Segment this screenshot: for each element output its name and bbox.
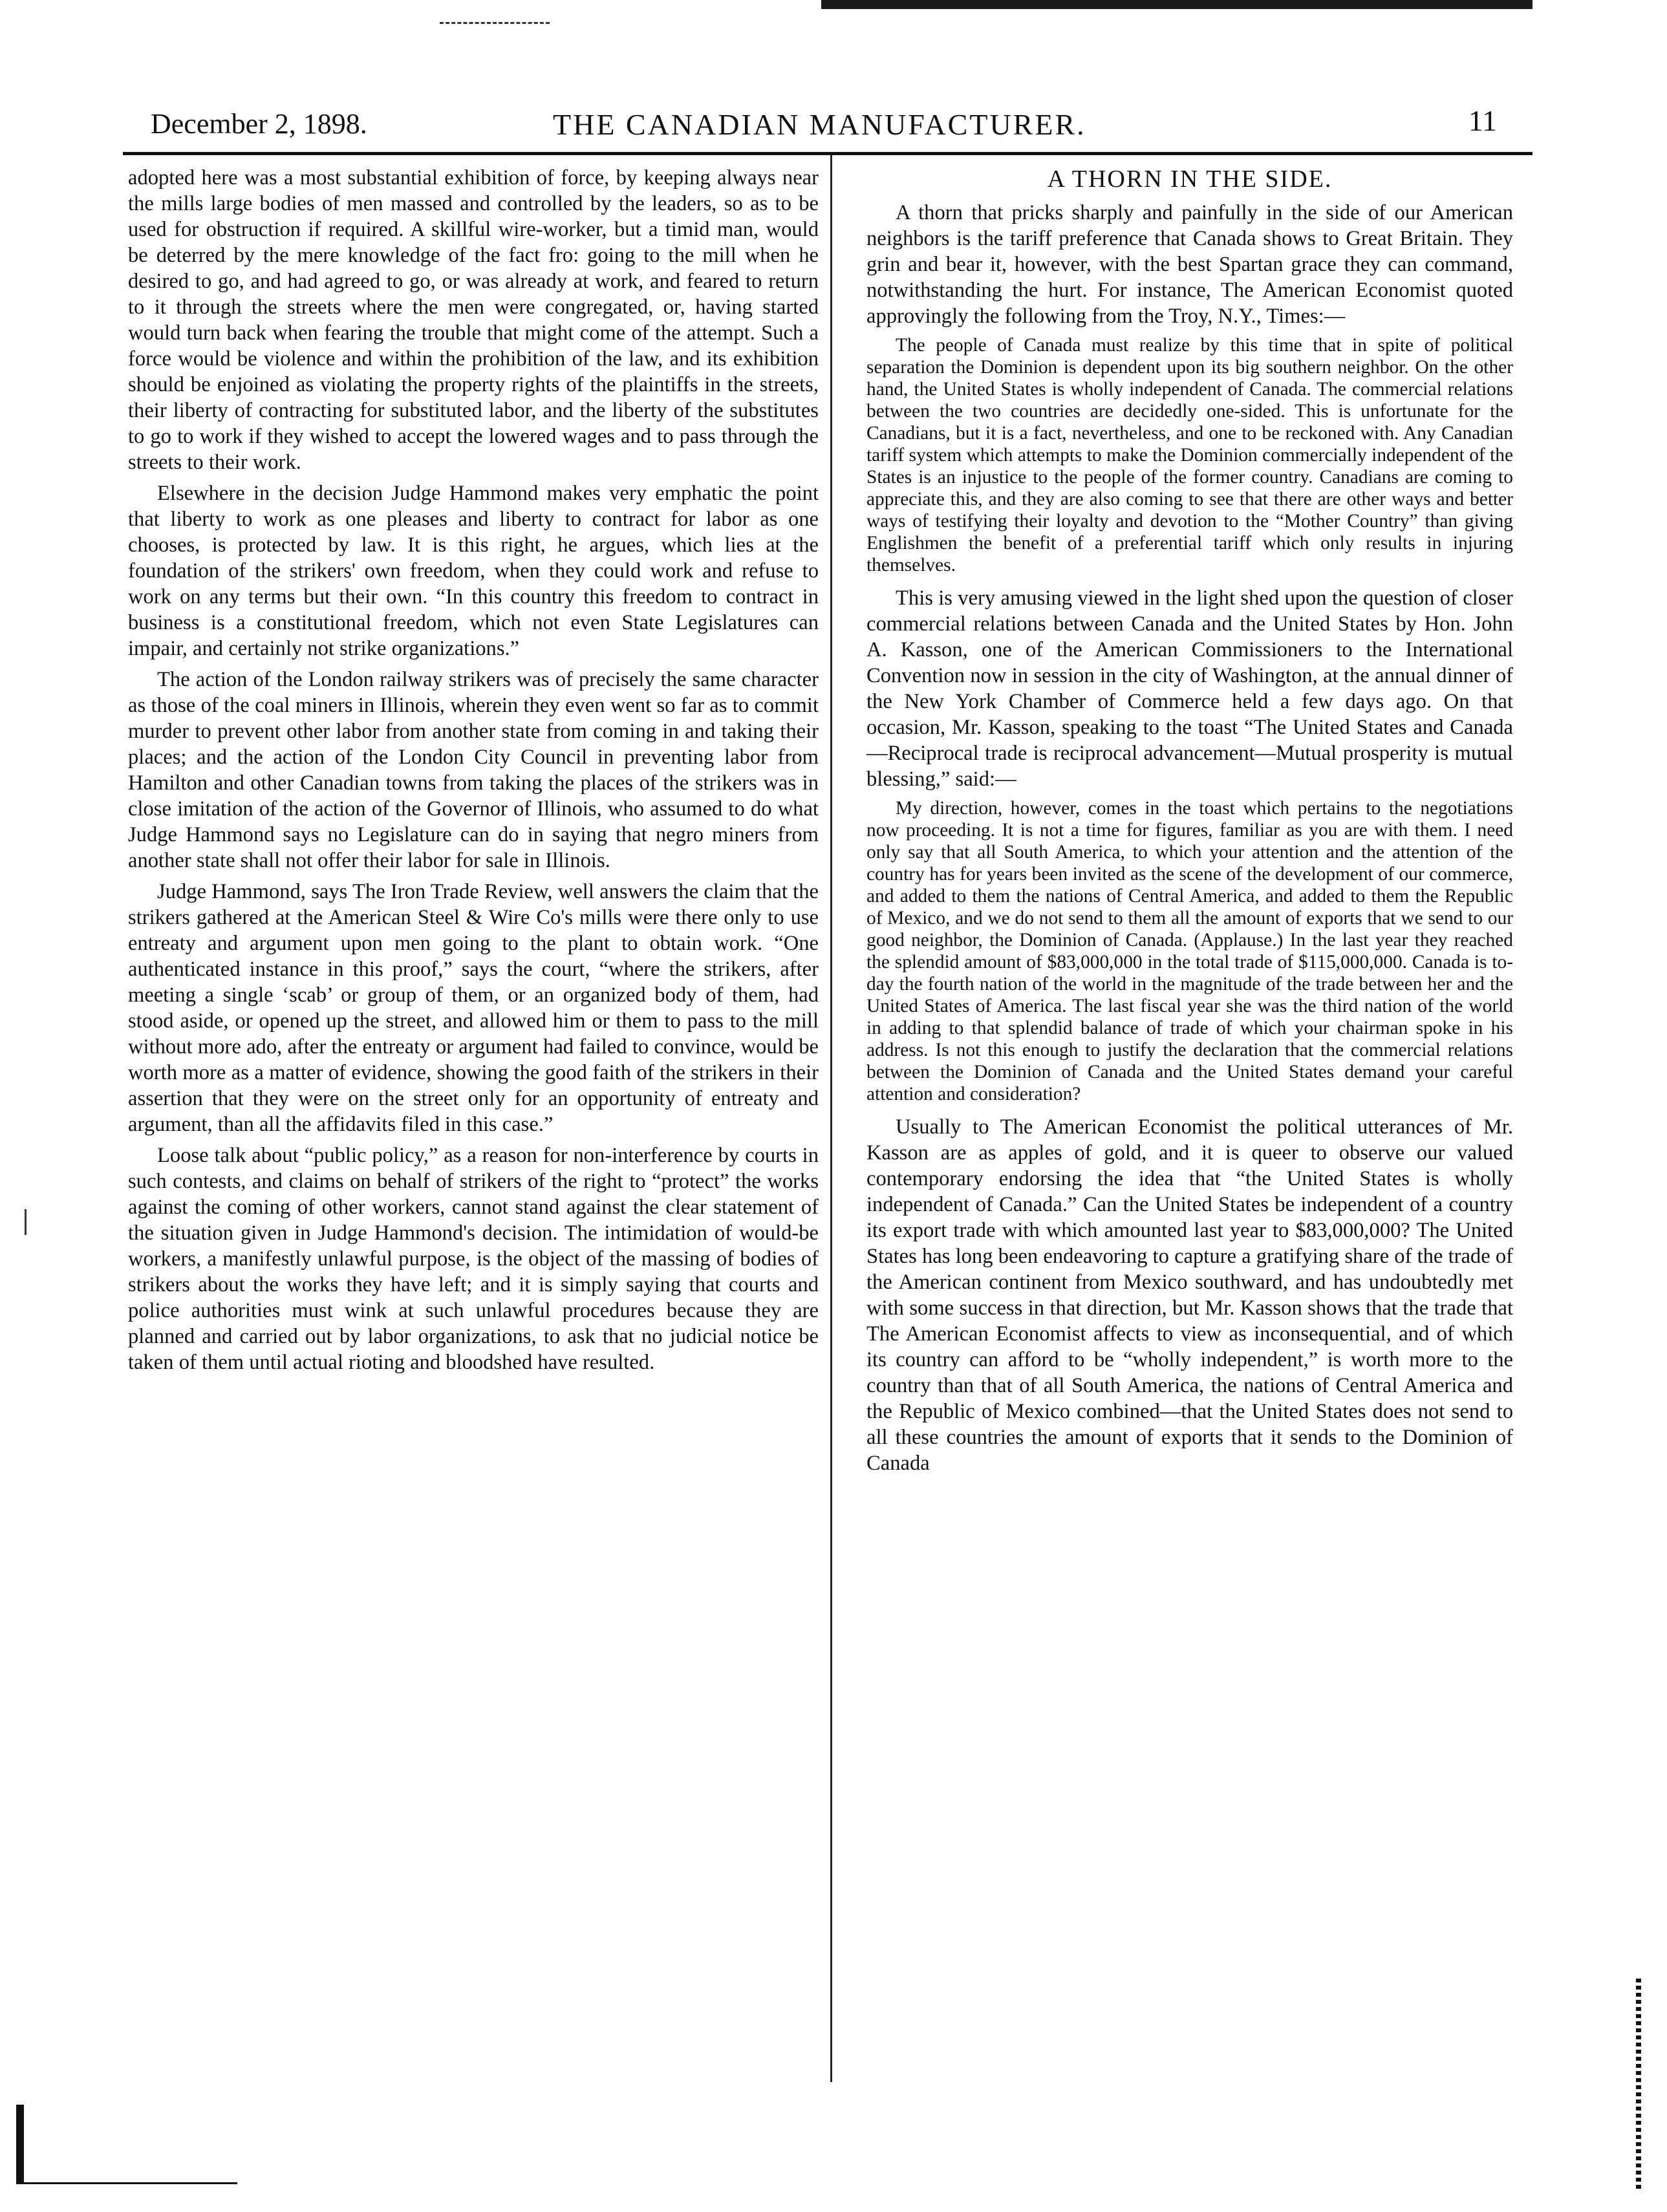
column-divider xyxy=(830,155,832,2082)
issue-date: December 2, 1898. xyxy=(151,108,367,140)
header-rule xyxy=(123,152,1533,155)
article-heading: A THORN IN THE SIDE. xyxy=(1047,166,1333,193)
left-paragraph-1: adopted here was a most substantial exhibition of force, by keeping always near the mills large bodies of men massed and controlled by the leaders, so as to be used for obstruction if required. A skillful wire-worker, but a timid man, would be deterred by the mere knowledge of the fact fro: going to the mill when he desired to go, and had agreed to go, or was already at work, and feared to return to it through the streets where the men were congregated, or, having started would turn back when fearing the trouble that might come of the attempt. Such a force would be violence and within the prohibition of the law, and its exhibition should be enjoined as violating the property rights of the plaintiffs in the streets, their liberty of contracting for substituted labor, and the liberty of the substitutes to go to work if they wished to accept the lowered wages and to pass through the streets to their work. xyxy=(128,166,819,474)
troy-times-quote xyxy=(866,334,1513,576)
publication-title: THE CANADIAN MANUFACTURER. xyxy=(553,108,1086,141)
left-paragraph-3: The action of the London railway strikers was of precisely the same character as those of the coal miners in Illinois, wherein they even went so far as to commit murder to prevent other labor from another state from coming in and taking their places; and the action of the London City Council in preventing labor from Hamilton and other Canadian towns from taking the places of the strikers was in close imitation of the action of the Governor of Illinois, who assumed to do what Judge Hammond says no Legislature can do in saying that negro miners from another state shall not offer their labor for sale in Illinois. xyxy=(128,668,819,872)
kasson-quote-text: My direction, however, comes in the toast which pertains to the negotiations now proceeding. It is not a time for figures, familiar as you are with them. I need only say that all South America, to which your attention and the attention of the country has for years been invited as the scene of the development of our commerce, and added to them the nations of Central America, and added to them the Republic of Mexico, and we do not send to them all the amount of exports that we send to our good neighbor, the Dominion of Canada. (Applause.) In the last year they reached the splendid amount of $83,000,000 in the total trade of $115,000,000. Canada is to-day the fourth nation of the world in the magnitude of the trade between her and the United States of America. The last fiscal year she was the third nation of the world in adding to that splendid balance of trade of which your chairman spoke in his address. Is not this enough to justify the declaration that the commercial relations between the Dominion of Canada and the United States demand your careful attention and consideration? xyxy=(866,798,1513,1104)
margin-mark xyxy=(25,1209,27,1235)
article-intro: A thorn that pricks sharply and painfully in the side of our American neighbors is the tariff preference that Canada shows to Great Britain. They grin and bear it, however, with the best Spartan grace they can command, notwithstanding the hurt. For instance, The American Economist quoted approvingly the following from the Troy, N.Y., Times:— xyxy=(866,201,1513,328)
left-column xyxy=(128,165,819,1380)
page-number: 11 xyxy=(1468,104,1497,137)
kasson-quote xyxy=(866,797,1513,1105)
article-paragraph-2: This is very amusing viewed in the light shed upon the question of closer commercial relations between Canada and the United States by Hon. John A. Kasson, one of the American Commissioners to the International Convention now in session in the city of Washington, at the annual dinner of the New York Chamber of Commerce held a few days ago. On that occasion, Mr. Kasson, speaking to the toast “The United States and Canada—Reciprocal trade is reciprocal advancement—Mutual prosperity is mutual blessing,” said:— xyxy=(866,586,1513,791)
right-column xyxy=(866,165,1513,1481)
troy-times-quote-text: The people of Canada must realize by this time that in spite of political separation the Dominion is dependent upon its big southern neighbor. On the other hand, the United States is wholly independent of Canada. The commercial relations between the two countries are decidedly one-sided. This is unfortunate for the Canadians, but it is a fact, nevertheless, and one to be reckoned with. Any Canadian tariff system which attempts to make the Dominion commercially independent of the States is an injustice to the people of the former country. Canadians are coming to appreciate this, and they are also coming to see that there are other ways and better ways of testifying their loyalty and devotion to the “Mother Country” than giving Englishmen the benefit of a preferential tariff which only results in injuring themselves. xyxy=(866,335,1513,575)
page-header xyxy=(126,103,1536,149)
top-border-rule xyxy=(821,0,1533,9)
scan-artifact-mark xyxy=(440,13,550,24)
corner-mark xyxy=(16,2105,237,2184)
page-edge-mark xyxy=(1636,1979,1641,2192)
left-paragraph-2: Elsewhere in the decision Judge Hammond makes very emphatic the point that liberty to work as one pleases and liberty to contract for labor as one chooses, is protected by law. It is this right, he argues, which lies at the foundation of the strikers' own freedom, when they could work and refuse to work on any terms but their own. “In this country this freedom to contract in business is a constitutional freedom, which not even State Legislatures can impair, and certainly not strike organizations.” xyxy=(128,482,819,660)
article-paragraph-3: Usually to The American Economist the political utterances of Mr. Kasson are as apples of gold, and it is queer to observe our valued contemporary endorsing the idea that “the United States is wholly independent of Canada.” Can the United States be independent of a country its export trade with which amounted last year to $83,000,000? The United States has long been endeavoring to capture a gratifying share of the trade of the American continent from Mexico southward, and has undoubtedly met with some success in that direction, but Mr. Kasson shows that the trade that The American Economist affects to view as inconsequential, and of which its country can afford to be “wholly independent,” is worth more to the country than that of all South America, the nations of Central America and the Republic of Mexico combined—that the United States does not send to all these countries the amount of exports that it sends to the Dominion of Canada xyxy=(866,1115,1513,1475)
left-paragraph-4: Judge Hammond, says The Iron Trade Review, well answers the claim that the strikers gathered at the American Steel & Wire Co's mills were there only to use entreaty and argument upon men going to the plant to obtain work. “One authenticated instance in this proof,” says the court, “where the strikers, after meeting a single ‘scab’ or group of them, or an organized body of them, had stood aside, or opened up the street, and allowed him or them to pass to the mill without more ado, after the entreaty or argument had failed to convince, would be worth more as a matter of evidence, showing the good faith of the strikers in their assertion that they were on the street only for an opportunity of entreaty and argument, than all the affidavits filed in this case.” xyxy=(128,880,819,1136)
left-paragraph-5: Loose talk about “public policy,” as a reason for non-interference by courts in such contests, and claims on behalf of strikers of the right to “protect” the works against the coming of other workers, cannot stand against the clear statement of the situation given in Judge Hammond's decision. The intimidation of would-be workers, a manifestly unlawful purpose, is the object of the massing of bodies of strikers about the works they have left; and it is simply saying that courts and police authorities must wink at such unlawful procedures because they are planned and carried out by labor organizations, to ask that no judicial notice be taken of them until actual rioting and bloodshed have resulted. xyxy=(128,1144,819,1374)
